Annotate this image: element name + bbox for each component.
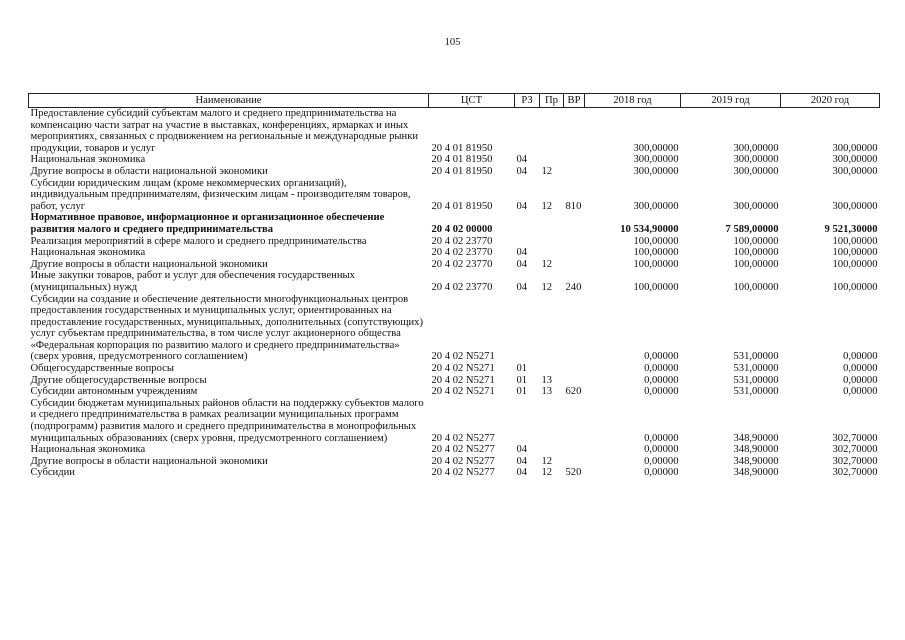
cell-vr bbox=[564, 154, 585, 166]
cell-pr: 12 bbox=[541, 165, 553, 177]
cell-vr: 520 bbox=[565, 467, 582, 479]
header-vr: ВР bbox=[564, 94, 585, 108]
cell-vr bbox=[564, 212, 585, 235]
cell-pr: 12 bbox=[541, 258, 553, 270]
cell-pr bbox=[540, 363, 564, 375]
cell-rz: 04 bbox=[516, 200, 528, 212]
cell-2018: 0,00000 bbox=[644, 455, 679, 467]
cell-2020: 0,00000 bbox=[843, 374, 878, 386]
cell-cst: 20 4 02 N5271 bbox=[431, 363, 495, 375]
cell-cst: 20 4 02 N5277 bbox=[431, 455, 495, 467]
table-row bbox=[29, 236, 880, 248]
cell-rz: 04 bbox=[516, 165, 528, 177]
cell-vr bbox=[564, 247, 585, 259]
cell-2020: 100,00000 bbox=[832, 235, 878, 247]
table-row bbox=[29, 294, 880, 364]
cell-cst: 20 4 02 00000 bbox=[431, 223, 493, 235]
cell-2018: 100,00000 bbox=[633, 247, 679, 259]
cell-cst: 20 4 01 81950 bbox=[431, 165, 493, 177]
cell-pr: 12 bbox=[541, 455, 553, 467]
cell-cst: 20 4 01 81950 bbox=[431, 154, 493, 166]
table-row bbox=[29, 154, 880, 166]
cell-2019: 348,90000 bbox=[733, 432, 779, 444]
cell-name: Субсидии на создание и обеспечение деятельности многофункциональных центров предоставления государственных и муниципальных услуг, ориентированных на предоставление государственных, муниципальных, дополнительных (сопутствующих) услуг субъектам предпринимательства, в том числе услуг акционерного общества «Федеральная корпорация по развитию малого и среднего предпринимательства» (сверх уровня, предусмотренного соглашением) bbox=[30, 293, 423, 363]
cell-vr bbox=[564, 363, 585, 375]
cell-rz: 01 bbox=[516, 363, 528, 375]
cell-rz: 04 bbox=[516, 154, 528, 166]
cell-rz bbox=[515, 212, 540, 235]
cell-2020: 302,70000 bbox=[832, 444, 878, 456]
header-pr: Пр bbox=[540, 94, 564, 108]
cell-cst: 20 4 02 N5271 bbox=[431, 351, 495, 363]
cell-rz: 01 bbox=[516, 386, 528, 398]
cell-name: Другие вопросы в области национальной экономики bbox=[30, 165, 268, 177]
cell-2020: 0,00000 bbox=[843, 351, 878, 363]
cell-2020: 9 521,30000 bbox=[824, 223, 878, 235]
cell-2020: 302,70000 bbox=[832, 432, 878, 444]
table-row bbox=[29, 456, 880, 468]
table-row bbox=[29, 270, 880, 293]
cell-name: Национальная экономика bbox=[30, 444, 146, 456]
cell-2020: 300,00000 bbox=[832, 154, 878, 166]
table-row bbox=[29, 467, 880, 479]
cell-pr bbox=[540, 398, 564, 444]
cell-name: Реализация мероприятий в сфере малого и среднего предпринимательства bbox=[30, 235, 367, 247]
header-cst: ЦСТ bbox=[429, 94, 515, 108]
cell-rz: 04 bbox=[516, 444, 528, 456]
cell-pr: 12 bbox=[541, 200, 553, 212]
table-row bbox=[29, 375, 880, 387]
table-row bbox=[29, 259, 880, 271]
cell-pr: 12 bbox=[541, 467, 553, 479]
cell-2020: 0,00000 bbox=[843, 386, 878, 398]
cell-2018: 300,00000 bbox=[633, 154, 679, 166]
table-row bbox=[29, 386, 880, 398]
cell-2018: 100,00000 bbox=[633, 258, 679, 270]
cell-pr: 13 bbox=[541, 386, 553, 398]
cell-2020: 100,00000 bbox=[832, 258, 878, 270]
table-row bbox=[29, 398, 880, 444]
cell-vr bbox=[564, 398, 585, 444]
cell-2018: 300,00000 bbox=[633, 165, 679, 177]
cell-2019: 531,00000 bbox=[733, 386, 779, 398]
header-rz: РЗ bbox=[515, 94, 540, 108]
cell-cst: 20 4 02 N5271 bbox=[431, 386, 495, 398]
cell-rz: 04 bbox=[516, 281, 528, 293]
cell-2019: 300,00000 bbox=[733, 154, 779, 166]
cell-2018: 100,00000 bbox=[633, 235, 679, 247]
cell-cst: 20 4 02 N5277 bbox=[431, 467, 495, 479]
cell-vr bbox=[564, 236, 585, 248]
budget-table bbox=[28, 93, 880, 479]
cell-pr bbox=[540, 236, 564, 248]
cell-rz bbox=[515, 294, 540, 364]
cell-2018: 100,00000 bbox=[633, 281, 679, 293]
cell-name: Субсидии бюджетам муниципальных районов области на поддержку субъектов малого и среднего предпринимательства в рамках реализации муниципальных программ (подпрограмм) развития малого и среднего предпринимательства в монопрофильных муниципальных образованиях (сверх уровня, предусмотренного соглашением) bbox=[30, 397, 424, 444]
cell-2020: 300,00000 bbox=[832, 200, 878, 212]
cell-vr: 240 bbox=[565, 281, 582, 293]
table-row bbox=[29, 108, 880, 155]
table-row bbox=[29, 166, 880, 178]
cell-rz bbox=[515, 236, 540, 248]
cell-rz: 01 bbox=[516, 374, 528, 386]
cell-pr bbox=[540, 154, 564, 166]
table-body bbox=[29, 108, 880, 480]
cell-cst: 20 4 02 23770 bbox=[431, 281, 493, 293]
cell-vr bbox=[564, 166, 585, 178]
header-name: Наименование bbox=[29, 94, 429, 108]
cell-cst: 20 4 02 23770 bbox=[431, 247, 493, 259]
cell-2018: 0,00000 bbox=[644, 444, 679, 456]
cell-2019: 300,00000 bbox=[733, 142, 779, 154]
cell-pr bbox=[540, 247, 564, 259]
cell-name: Другие вопросы в области национальной экономики bbox=[30, 258, 268, 270]
cell-2020: 100,00000 bbox=[832, 281, 878, 293]
cell-2018: 0,00000 bbox=[644, 363, 679, 375]
cell-2019: 100,00000 bbox=[733, 247, 779, 259]
cell-pr bbox=[540, 444, 564, 456]
cell-2019: 531,00000 bbox=[733, 351, 779, 363]
cell-pr: 12 bbox=[541, 281, 553, 293]
cell-vr bbox=[564, 456, 585, 468]
cell-name: Общегосударственные вопросы bbox=[30, 363, 174, 375]
cell-2018: 300,00000 bbox=[633, 142, 679, 154]
cell-name: Предоставление субсидий субъектам малого и среднего предпринимательства на компенсацию части затрат на участие в выставках, конференциях, ярмарках и иных мероприятиях, связанных с продвижением на региональные и международные рынки продукции, товаров и услуг bbox=[30, 108, 419, 154]
cell-2020: 0,00000 bbox=[843, 363, 878, 375]
cell-vr: 810 bbox=[565, 200, 582, 212]
cell-2020: 302,70000 bbox=[832, 467, 878, 479]
cell-name: Национальная экономика bbox=[30, 247, 146, 259]
header-2018: 2018 год bbox=[585, 94, 681, 108]
table-row bbox=[29, 363, 880, 375]
cell-2018: 0,00000 bbox=[644, 374, 679, 386]
cell-cst: 20 4 02 23770 bbox=[431, 235, 493, 247]
cell-cst: 20 4 01 81950 bbox=[431, 200, 493, 212]
cell-2019: 100,00000 bbox=[733, 258, 779, 270]
cell-vr bbox=[564, 259, 585, 271]
cell-2018: 300,00000 bbox=[633, 200, 679, 212]
header-2019: 2019 год bbox=[681, 94, 781, 108]
cell-rz: 04 bbox=[516, 467, 528, 479]
cell-vr bbox=[564, 375, 585, 387]
cell-vr bbox=[564, 294, 585, 364]
cell-2019: 531,00000 bbox=[733, 374, 779, 386]
cell-pr bbox=[540, 294, 564, 364]
cell-name: Национальная экономика bbox=[30, 154, 146, 166]
cell-2020: 100,00000 bbox=[832, 247, 878, 259]
cell-2020: 300,00000 bbox=[832, 165, 878, 177]
cell-name: Другие вопросы в области национальной экономики bbox=[30, 455, 268, 467]
table-header-row bbox=[29, 94, 880, 108]
cell-rz: 04 bbox=[516, 258, 528, 270]
cell-cst: 20 4 02 23770 bbox=[431, 258, 493, 270]
cell-name: Нормативное правовое, информационное и организационное обеспечение развития малого и среднего предпринимательства bbox=[30, 212, 385, 235]
cell-2019: 100,00000 bbox=[733, 235, 779, 247]
cell-cst: 20 4 01 81950 bbox=[431, 142, 493, 154]
cell-rz: 04 bbox=[516, 247, 528, 259]
cell-name: Субсидии bbox=[30, 467, 75, 479]
table-row bbox=[29, 247, 880, 259]
cell-2019: 348,90000 bbox=[733, 455, 779, 467]
cell-2018: 0,00000 bbox=[644, 432, 679, 444]
cell-2018: 10 534,90000 bbox=[620, 223, 679, 235]
cell-2019: 348,90000 bbox=[733, 467, 779, 479]
cell-name: Иные закупки товаров, работ и услуг для обеспечения государственных (муниципальных) нужд bbox=[30, 270, 355, 293]
table-row bbox=[29, 212, 880, 235]
cell-vr: 620 bbox=[565, 386, 582, 398]
cell-rz: 04 bbox=[516, 455, 528, 467]
cell-2020: 300,00000 bbox=[832, 142, 878, 154]
cell-pr bbox=[540, 212, 564, 235]
cell-cst: 20 4 02 N5277 bbox=[431, 444, 495, 456]
cell-2019: 7 589,00000 bbox=[725, 223, 779, 235]
cell-2018: 0,00000 bbox=[644, 351, 679, 363]
table-row bbox=[29, 178, 880, 213]
table-row bbox=[29, 444, 880, 456]
cell-pr bbox=[540, 108, 564, 155]
cell-2019: 531,00000 bbox=[733, 363, 779, 375]
cell-2018: 0,00000 bbox=[644, 467, 679, 479]
cell-2019: 300,00000 bbox=[733, 165, 779, 177]
cell-pr: 13 bbox=[541, 374, 553, 386]
cell-rz bbox=[515, 108, 540, 155]
cell-cst: 20 4 02 N5277 bbox=[431, 432, 495, 444]
page-number: 105 bbox=[444, 37, 461, 48]
cell-2020: 302,70000 bbox=[832, 455, 878, 467]
header-2020: 2020 год bbox=[781, 94, 880, 108]
cell-rz bbox=[515, 398, 540, 444]
cell-2019: 300,00000 bbox=[733, 200, 779, 212]
cell-vr bbox=[564, 108, 585, 155]
cell-vr bbox=[564, 444, 585, 456]
cell-2018: 0,00000 bbox=[644, 386, 679, 398]
cell-2019: 100,00000 bbox=[733, 281, 779, 293]
cell-2019: 348,90000 bbox=[733, 444, 779, 456]
cell-cst: 20 4 02 N5271 bbox=[431, 374, 495, 386]
cell-name: Субсидии юридическим лицам (кроме некоммерческих организаций), индивидуальным предпринимателям, физическим лицам - производителям товаров, работ, услуг bbox=[30, 177, 411, 212]
cell-name: Другие общегосударственные вопросы bbox=[30, 374, 207, 386]
cell-name: Субсидии автономным учреждениям bbox=[30, 386, 198, 398]
